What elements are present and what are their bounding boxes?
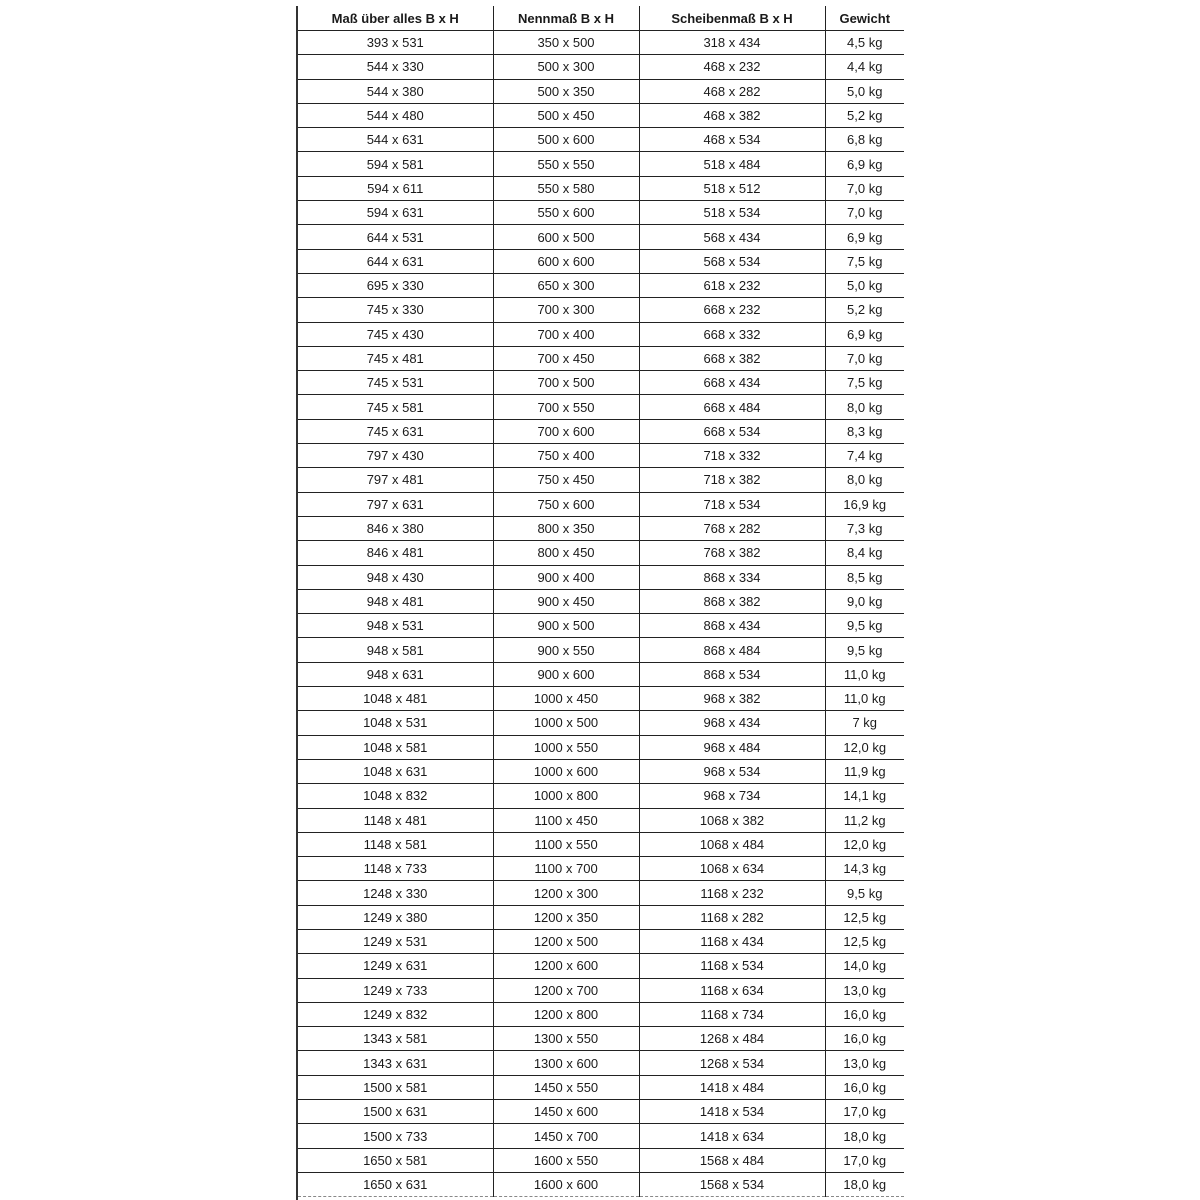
cell-weight: 14,0 kg xyxy=(825,954,904,978)
table-row xyxy=(298,929,904,953)
cell-overall-size: 948 x 481 xyxy=(298,589,493,613)
cell-weight: 6,9 kg xyxy=(825,225,904,249)
cell-pane-size: 518 x 484 xyxy=(639,152,825,176)
cell-pane-size: 618 x 232 xyxy=(639,273,825,297)
table-row xyxy=(298,881,904,905)
cell-pane-size: 1568 x 484 xyxy=(639,1148,825,1172)
table-row xyxy=(298,1148,904,1172)
cell-overall-size: 797 x 430 xyxy=(298,444,493,468)
cell-pane-size: 968 x 382 xyxy=(639,687,825,711)
cell-overall-size: 695 x 330 xyxy=(298,273,493,297)
cell-overall-size: 948 x 631 xyxy=(298,662,493,686)
table-row xyxy=(298,711,904,735)
cell-overall-size: 745 x 531 xyxy=(298,371,493,395)
cell-overall-size: 1048 x 832 xyxy=(298,784,493,808)
cell-nominal-size: 800 x 450 xyxy=(493,541,639,565)
table-row xyxy=(298,346,904,370)
cell-nominal-size: 700 x 550 xyxy=(493,395,639,419)
cell-weight: 4,5 kg xyxy=(825,31,904,55)
cell-weight: 9,5 kg xyxy=(825,638,904,662)
cell-overall-size: 393 x 531 xyxy=(298,31,493,55)
cell-pane-size: 668 x 332 xyxy=(639,322,825,346)
cell-weight: 7,3 kg xyxy=(825,516,904,540)
cell-pane-size: 1068 x 382 xyxy=(639,808,825,832)
cell-weight: 8,5 kg xyxy=(825,565,904,589)
cell-overall-size: 745 x 631 xyxy=(298,419,493,443)
cell-overall-size: 1249 x 631 xyxy=(298,954,493,978)
cell-weight: 14,3 kg xyxy=(825,857,904,881)
table-row xyxy=(298,1051,904,1075)
cell-overall-size: 1148 x 581 xyxy=(298,832,493,856)
cell-weight: 9,0 kg xyxy=(825,589,904,613)
cell-pane-size: 668 x 484 xyxy=(639,395,825,419)
cell-pane-size: 668 x 434 xyxy=(639,371,825,395)
table-row xyxy=(298,905,904,929)
cell-pane-size: 1168 x 232 xyxy=(639,881,825,905)
header-overall-size: Maß über alles B x H xyxy=(298,6,493,31)
cell-nominal-size: 1200 x 600 xyxy=(493,954,639,978)
cell-pane-size: 468 x 232 xyxy=(639,55,825,79)
cell-nominal-size: 600 x 500 xyxy=(493,225,639,249)
cell-weight: 17,0 kg xyxy=(825,1148,904,1172)
cell-nominal-size: 1600 x 550 xyxy=(493,1148,639,1172)
cell-weight: 5,0 kg xyxy=(825,273,904,297)
dimensions-table xyxy=(298,6,904,1197)
table-row xyxy=(298,589,904,613)
header-pane-size: Scheibenmaß B x H xyxy=(639,6,825,31)
cell-weight: 7,0 kg xyxy=(825,346,904,370)
cell-weight: 14,1 kg xyxy=(825,784,904,808)
cell-weight: 12,0 kg xyxy=(825,735,904,759)
table-row xyxy=(298,687,904,711)
cell-overall-size: 1343 x 631 xyxy=(298,1051,493,1075)
table-row xyxy=(298,978,904,1002)
table-row xyxy=(298,225,904,249)
table-row xyxy=(298,55,904,79)
cell-overall-size: 948 x 430 xyxy=(298,565,493,589)
cell-overall-size: 797 x 481 xyxy=(298,468,493,492)
cell-pane-size: 868 x 334 xyxy=(639,565,825,589)
table-row xyxy=(298,176,904,200)
table-row xyxy=(298,79,904,103)
cell-weight: 18,0 kg xyxy=(825,1172,904,1196)
cell-weight: 7 kg xyxy=(825,711,904,735)
table-row xyxy=(298,1027,904,1051)
cell-nominal-size: 1200 x 500 xyxy=(493,929,639,953)
table-row xyxy=(298,492,904,516)
cell-pane-size: 718 x 382 xyxy=(639,468,825,492)
cell-overall-size: 1500 x 631 xyxy=(298,1100,493,1124)
cell-nominal-size: 700 x 500 xyxy=(493,371,639,395)
table-row xyxy=(298,371,904,395)
cell-weight: 6,9 kg xyxy=(825,152,904,176)
cell-weight: 16,0 kg xyxy=(825,1002,904,1026)
cell-nominal-size: 1450 x 550 xyxy=(493,1075,639,1099)
cell-nominal-size: 1000 x 600 xyxy=(493,759,639,783)
cell-weight: 5,2 kg xyxy=(825,103,904,127)
table-row xyxy=(298,273,904,297)
cell-nominal-size: 1450 x 700 xyxy=(493,1124,639,1148)
table-row xyxy=(298,614,904,638)
table-row xyxy=(298,395,904,419)
cell-weight: 11,9 kg xyxy=(825,759,904,783)
cell-overall-size: 1249 x 832 xyxy=(298,1002,493,1026)
cell-overall-size: 1048 x 581 xyxy=(298,735,493,759)
table-row xyxy=(298,31,904,55)
cell-weight: 5,2 kg xyxy=(825,298,904,322)
cell-weight: 8,4 kg xyxy=(825,541,904,565)
header-weight: Gewicht xyxy=(825,6,904,31)
cell-nominal-size: 600 x 600 xyxy=(493,249,639,273)
table-row xyxy=(298,857,904,881)
table-row xyxy=(298,735,904,759)
cell-overall-size: 1650 x 581 xyxy=(298,1148,493,1172)
cell-overall-size: 1343 x 581 xyxy=(298,1027,493,1051)
cell-overall-size: 1500 x 733 xyxy=(298,1124,493,1148)
document-page xyxy=(296,6,904,1200)
cell-pane-size: 1168 x 534 xyxy=(639,954,825,978)
cell-pane-size: 668 x 534 xyxy=(639,419,825,443)
cell-overall-size: 644 x 631 xyxy=(298,249,493,273)
cell-weight: 7,5 kg xyxy=(825,371,904,395)
cell-weight: 7,0 kg xyxy=(825,176,904,200)
cell-weight: 12,5 kg xyxy=(825,905,904,929)
cell-pane-size: 868 x 382 xyxy=(639,589,825,613)
cell-weight: 6,8 kg xyxy=(825,128,904,152)
cell-weight: 9,5 kg xyxy=(825,881,904,905)
header-nominal-size: Nennmaß B x H xyxy=(493,6,639,31)
table-row xyxy=(298,128,904,152)
table-row xyxy=(298,152,904,176)
cell-overall-size: 1148 x 733 xyxy=(298,857,493,881)
cell-nominal-size: 750 x 450 xyxy=(493,468,639,492)
cell-pane-size: 518 x 512 xyxy=(639,176,825,200)
cell-pane-size: 1068 x 484 xyxy=(639,832,825,856)
cell-pane-size: 1418 x 534 xyxy=(639,1100,825,1124)
cell-pane-size: 1168 x 634 xyxy=(639,978,825,1002)
table-row xyxy=(298,201,904,225)
cell-pane-size: 1568 x 534 xyxy=(639,1172,825,1196)
cell-overall-size: 745 x 581 xyxy=(298,395,493,419)
cell-overall-size: 846 x 481 xyxy=(298,541,493,565)
cell-nominal-size: 1300 x 550 xyxy=(493,1027,639,1051)
cell-pane-size: 868 x 534 xyxy=(639,662,825,686)
cell-overall-size: 797 x 631 xyxy=(298,492,493,516)
cell-overall-size: 1249 x 380 xyxy=(298,905,493,929)
table-row xyxy=(298,419,904,443)
cell-overall-size: 1249 x 733 xyxy=(298,978,493,1002)
table-row xyxy=(298,1100,904,1124)
cell-nominal-size: 500 x 600 xyxy=(493,128,639,152)
cell-overall-size: 594 x 631 xyxy=(298,201,493,225)
cell-overall-size: 544 x 631 xyxy=(298,128,493,152)
cell-nominal-size: 350 x 500 xyxy=(493,31,639,55)
cell-weight: 6,9 kg xyxy=(825,322,904,346)
cell-pane-size: 1168 x 434 xyxy=(639,929,825,953)
cell-overall-size: 544 x 480 xyxy=(298,103,493,127)
cell-weight: 12,5 kg xyxy=(825,929,904,953)
table-row xyxy=(298,322,904,346)
cell-weight: 7,5 kg xyxy=(825,249,904,273)
table-row xyxy=(298,468,904,492)
table-row xyxy=(298,444,904,468)
table-row xyxy=(298,249,904,273)
cell-overall-size: 948 x 581 xyxy=(298,638,493,662)
cell-pane-size: 968 x 534 xyxy=(639,759,825,783)
cell-pane-size: 1268 x 484 xyxy=(639,1027,825,1051)
table-row xyxy=(298,1075,904,1099)
cell-pane-size: 1418 x 484 xyxy=(639,1075,825,1099)
cell-weight: 11,0 kg xyxy=(825,662,904,686)
cell-nominal-size: 900 x 400 xyxy=(493,565,639,589)
cell-nominal-size: 1000 x 500 xyxy=(493,711,639,735)
cell-pane-size: 668 x 232 xyxy=(639,298,825,322)
cell-overall-size: 544 x 330 xyxy=(298,55,493,79)
cell-weight: 17,0 kg xyxy=(825,1100,904,1124)
cell-nominal-size: 550 x 550 xyxy=(493,152,639,176)
cell-nominal-size: 700 x 450 xyxy=(493,346,639,370)
cell-weight: 18,0 kg xyxy=(825,1124,904,1148)
cell-weight: 13,0 kg xyxy=(825,1051,904,1075)
cell-pane-size: 1418 x 634 xyxy=(639,1124,825,1148)
cell-nominal-size: 700 x 300 xyxy=(493,298,639,322)
cell-nominal-size: 1000 x 550 xyxy=(493,735,639,759)
cell-weight: 5,0 kg xyxy=(825,79,904,103)
cell-nominal-size: 1000 x 800 xyxy=(493,784,639,808)
table-row xyxy=(298,662,904,686)
cell-weight: 11,0 kg xyxy=(825,687,904,711)
table-header-row xyxy=(298,6,904,31)
cell-weight: 8,0 kg xyxy=(825,468,904,492)
cell-overall-size: 1650 x 631 xyxy=(298,1172,493,1196)
cell-nominal-size: 900 x 600 xyxy=(493,662,639,686)
cell-pane-size: 718 x 534 xyxy=(639,492,825,516)
cell-nominal-size: 550 x 580 xyxy=(493,176,639,200)
table-row xyxy=(298,1124,904,1148)
cell-nominal-size: 1100 x 550 xyxy=(493,832,639,856)
cell-nominal-size: 750 x 400 xyxy=(493,444,639,468)
cell-nominal-size: 900 x 450 xyxy=(493,589,639,613)
cell-weight: 7,4 kg xyxy=(825,444,904,468)
cell-nominal-size: 500 x 300 xyxy=(493,55,639,79)
cell-nominal-size: 1000 x 450 xyxy=(493,687,639,711)
cell-pane-size: 568 x 534 xyxy=(639,249,825,273)
table-body xyxy=(298,31,904,1197)
cell-overall-size: 745 x 330 xyxy=(298,298,493,322)
cell-weight: 13,0 kg xyxy=(825,978,904,1002)
table-row xyxy=(298,784,904,808)
cell-weight: 16,0 kg xyxy=(825,1027,904,1051)
table-row xyxy=(298,954,904,978)
cell-pane-size: 468 x 534 xyxy=(639,128,825,152)
cell-overall-size: 948 x 531 xyxy=(298,614,493,638)
cell-pane-size: 968 x 484 xyxy=(639,735,825,759)
table-row xyxy=(298,808,904,832)
cell-pane-size: 468 x 382 xyxy=(639,103,825,127)
cell-nominal-size: 750 x 600 xyxy=(493,492,639,516)
cell-nominal-size: 500 x 350 xyxy=(493,79,639,103)
cell-nominal-size: 1200 x 800 xyxy=(493,1002,639,1026)
cell-overall-size: 594 x 611 xyxy=(298,176,493,200)
cell-weight: 11,2 kg xyxy=(825,808,904,832)
cell-pane-size: 318 x 434 xyxy=(639,31,825,55)
cell-pane-size: 968 x 734 xyxy=(639,784,825,808)
cell-overall-size: 846 x 380 xyxy=(298,516,493,540)
table-row xyxy=(298,565,904,589)
cell-weight: 16,0 kg xyxy=(825,1075,904,1099)
cell-weight: 16,9 kg xyxy=(825,492,904,516)
cell-nominal-size: 1200 x 300 xyxy=(493,881,639,905)
cell-weight: 8,0 kg xyxy=(825,395,904,419)
cell-overall-size: 1148 x 481 xyxy=(298,808,493,832)
table-row xyxy=(298,832,904,856)
cell-overall-size: 1048 x 631 xyxy=(298,759,493,783)
table-row xyxy=(298,638,904,662)
cell-overall-size: 1249 x 531 xyxy=(298,929,493,953)
cell-pane-size: 868 x 434 xyxy=(639,614,825,638)
cell-pane-size: 1168 x 282 xyxy=(639,905,825,929)
table-row xyxy=(298,1002,904,1026)
cell-weight: 8,3 kg xyxy=(825,419,904,443)
cell-pane-size: 768 x 282 xyxy=(639,516,825,540)
table-row xyxy=(298,541,904,565)
cell-overall-size: 1500 x 581 xyxy=(298,1075,493,1099)
cell-pane-size: 468 x 282 xyxy=(639,79,825,103)
cell-overall-size: 745 x 481 xyxy=(298,346,493,370)
cell-nominal-size: 1200 x 350 xyxy=(493,905,639,929)
cell-nominal-size: 800 x 350 xyxy=(493,516,639,540)
table-row xyxy=(298,103,904,127)
cell-pane-size: 1168 x 734 xyxy=(639,1002,825,1026)
cell-weight: 12,0 kg xyxy=(825,832,904,856)
cell-overall-size: 544 x 380 xyxy=(298,79,493,103)
cell-overall-size: 594 x 581 xyxy=(298,152,493,176)
cell-pane-size: 768 x 382 xyxy=(639,541,825,565)
cell-pane-size: 968 x 434 xyxy=(639,711,825,735)
cell-nominal-size: 1100 x 700 xyxy=(493,857,639,881)
cell-overall-size: 1048 x 531 xyxy=(298,711,493,735)
cell-nominal-size: 700 x 600 xyxy=(493,419,639,443)
table-row xyxy=(298,516,904,540)
cell-nominal-size: 1100 x 450 xyxy=(493,808,639,832)
cell-pane-size: 668 x 382 xyxy=(639,346,825,370)
cell-nominal-size: 900 x 550 xyxy=(493,638,639,662)
table-row xyxy=(298,298,904,322)
cell-weight: 4,4 kg xyxy=(825,55,904,79)
cell-nominal-size: 1200 x 700 xyxy=(493,978,639,1002)
cell-pane-size: 868 x 484 xyxy=(639,638,825,662)
cell-pane-size: 718 x 332 xyxy=(639,444,825,468)
cell-pane-size: 518 x 534 xyxy=(639,201,825,225)
cell-nominal-size: 550 x 600 xyxy=(493,201,639,225)
cell-nominal-size: 900 x 500 xyxy=(493,614,639,638)
cell-weight: 7,0 kg xyxy=(825,201,904,225)
table-row xyxy=(298,759,904,783)
cell-nominal-size: 700 x 400 xyxy=(493,322,639,346)
table-row xyxy=(298,1172,904,1196)
cell-nominal-size: 1300 x 600 xyxy=(493,1051,639,1075)
cell-pane-size: 568 x 434 xyxy=(639,225,825,249)
cell-nominal-size: 500 x 450 xyxy=(493,103,639,127)
cell-pane-size: 1268 x 534 xyxy=(639,1051,825,1075)
cell-overall-size: 1048 x 481 xyxy=(298,687,493,711)
cell-nominal-size: 1450 x 600 xyxy=(493,1100,639,1124)
cell-nominal-size: 650 x 300 xyxy=(493,273,639,297)
cell-overall-size: 644 x 531 xyxy=(298,225,493,249)
cell-weight: 9,5 kg xyxy=(825,614,904,638)
cell-overall-size: 745 x 430 xyxy=(298,322,493,346)
cell-pane-size: 1068 x 634 xyxy=(639,857,825,881)
cell-overall-size: 1248 x 330 xyxy=(298,881,493,905)
cell-nominal-size: 1600 x 600 xyxy=(493,1172,639,1196)
